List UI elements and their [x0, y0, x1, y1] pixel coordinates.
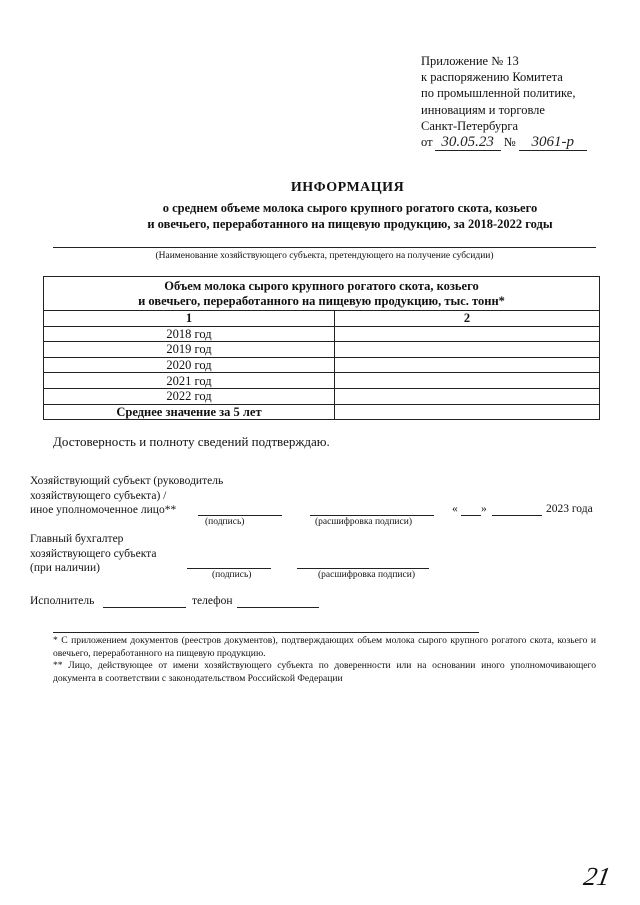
table-header [44, 277, 600, 311]
row-value [335, 342, 600, 358]
entity-caption: (Наименование хозяйствующего субъекта, претендующего на получение субсидии) [155, 251, 494, 261]
row-value [335, 326, 600, 342]
table-average-row [44, 404, 600, 420]
decoding-caption: (расшифровка подписи) [318, 570, 415, 580]
day-line[interactable] [461, 515, 481, 516]
page-number: 21 [581, 862, 613, 891]
date-quote-open: « [452, 503, 458, 515]
row-value [335, 357, 600, 373]
table-row [44, 373, 600, 389]
signature-line[interactable] [198, 515, 282, 516]
month-line[interactable] [492, 515, 542, 516]
footnote-item: * С приложением документов (реестров документов), подтверждающих объем молока сырого крупного рогатого скота, козьего и овечьего, переработанного на пищевую продукцию. [53, 635, 596, 659]
row-label: 2021 год [44, 373, 335, 389]
row-value [335, 373, 600, 389]
appendix-line: Приложение № 13 [421, 54, 519, 68]
entity-name-line [53, 247, 596, 248]
document-title: ИНФОРМАЦИЯ [290, 180, 405, 195]
footnote-separator [53, 632, 479, 633]
row-label: 2022 год [44, 388, 335, 404]
executor-line[interactable] [103, 607, 186, 608]
appendix-line: Санкт-Петербурга [421, 118, 519, 133]
appendix-line: по промышленной политике, [421, 86, 576, 101]
average-value [335, 404, 600, 420]
number-value: 3061-р [519, 134, 587, 151]
date-value: 30.05.23 [435, 134, 501, 151]
executor-label: Исполнитель [30, 595, 95, 607]
decoding-line[interactable] [310, 515, 434, 516]
confirmation-text: Достоверность и полноту сведений подтверждаю. [53, 434, 330, 449]
appendix-block [421, 53, 587, 151]
signature-caption: (подпись) [212, 570, 252, 580]
footnotes [53, 635, 596, 685]
appendix-date-line [421, 134, 587, 151]
signatory1-line: иное уполномоченное лицо** [30, 504, 177, 517]
subtitle-line: и овечьего, переработанного на пищевую продукцию, за 2018-2022 годы [147, 217, 553, 231]
signatory2-line: Главный бухгалтер [30, 533, 124, 545]
signature-caption: (подпись) [205, 517, 245, 527]
table-row [44, 357, 600, 373]
signatory2-block [30, 532, 156, 576]
table-col-number-row [44, 311, 600, 327]
signatory2-line: хозяйствующего субъекта [30, 547, 157, 560]
table-row [44, 326, 600, 342]
signatory2-line: (при наличии) [30, 562, 100, 575]
footnote-item: ** Лицо, действующее от имени хозяйствующего субъекта по доверенности или на основании иного уполномочивающего документа в соответствии с законодательством Российской Федерации [53, 660, 596, 684]
average-label: Среднее значение за 5 лет [44, 404, 335, 420]
subtitle-line: о среднем объеме молока сырого крупного рогатого скота, козьего [162, 201, 538, 215]
col-number: 1 [44, 311, 335, 327]
row-label: 2020 год [44, 357, 335, 373]
year-text: 2023 года [546, 503, 593, 515]
table-header-row [44, 277, 600, 311]
row-label: 2018 год [44, 326, 335, 342]
date-prefix: от [421, 135, 433, 150]
signatory1-block [30, 474, 223, 518]
signatory1-line: хозяйствующего субъекта) / [30, 489, 167, 502]
table-row [44, 388, 600, 404]
signatory1-line: Хозяйствующий субъект (руководитель [30, 475, 224, 487]
table-header-line: Объем молока сырого крупного рогатого скота, козьего [164, 279, 479, 293]
phone-label: телефон [192, 595, 233, 607]
number-prefix: № [503, 135, 516, 150]
date-quote-close: » [481, 503, 487, 515]
title-block [0, 180, 640, 232]
appendix-line: к распоряжению Комитета [421, 70, 563, 85]
decoding-line[interactable] [297, 568, 429, 569]
row-value [335, 388, 600, 404]
milk-volume-table [43, 276, 600, 420]
row-label: 2019 год [44, 342, 335, 358]
table-header-line: и овечьего, переработанного на пищевую продукцию, тыс. тонн* [138, 294, 505, 308]
decoding-caption: (расшифровка подписи) [315, 517, 412, 527]
col-number: 2 [335, 311, 600, 327]
phone-line[interactable] [237, 607, 319, 608]
table-row [44, 342, 600, 358]
signature-line[interactable] [187, 568, 271, 569]
appendix-line: инновациям и торговле [421, 102, 545, 117]
